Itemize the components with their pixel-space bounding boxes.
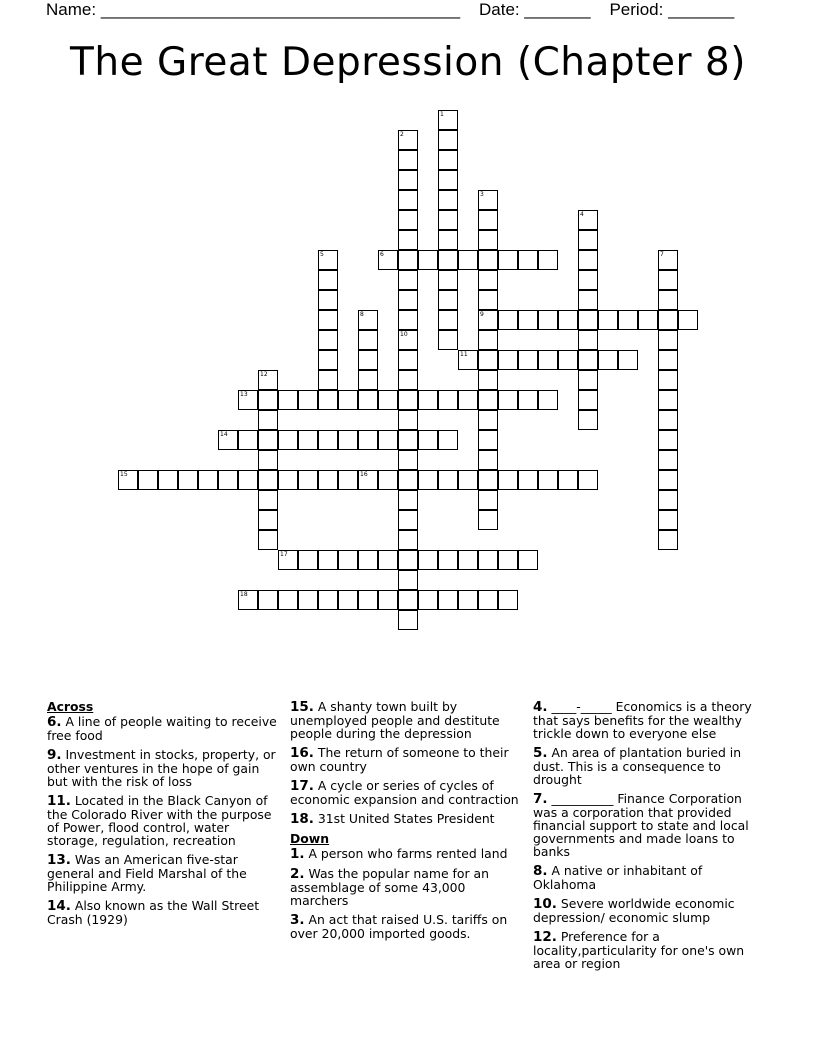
crossword-cell[interactable] xyxy=(498,590,518,610)
crossword-cell[interactable] xyxy=(658,530,678,550)
crossword-cell[interactable] xyxy=(338,390,358,410)
crossword-cell[interactable] xyxy=(478,330,498,350)
crossword-cell[interactable] xyxy=(238,470,258,490)
clue-text: A native or inhabitant of Oklahoma xyxy=(533,863,703,892)
crossword-cell[interactable] xyxy=(258,590,278,610)
crossword-cell[interactable] xyxy=(258,450,278,470)
crossword-cell[interactable] xyxy=(538,250,558,270)
clue-text: Investment in stocks, property, or other ventures in the hope of gain but with the risk of loss xyxy=(47,747,276,789)
crossword-cell[interactable] xyxy=(658,350,678,370)
crossword-cell[interactable] xyxy=(478,590,498,610)
clue-text: Was an American five-star general and Field Marshal of the Philippine Army. xyxy=(47,852,247,894)
crossword-cell[interactable] xyxy=(218,430,238,450)
crossword-cell[interactable] xyxy=(478,270,498,290)
crossword-cell[interactable] xyxy=(178,470,198,490)
crossword-cell[interactable] xyxy=(318,290,338,310)
clue-number: 18. xyxy=(290,811,314,827)
crossword-cell[interactable] xyxy=(478,310,498,330)
clue-item xyxy=(533,746,769,786)
crossword-cell[interactable] xyxy=(358,370,378,390)
crossword-cell[interactable] xyxy=(498,390,518,410)
clue-text: Severe worldwide economic depression/ economic slump xyxy=(533,896,735,925)
crossword-cell[interactable] xyxy=(418,250,438,270)
crossword-cell[interactable] xyxy=(218,470,238,490)
across-heading: Across xyxy=(47,699,94,714)
crossword-cell[interactable] xyxy=(618,350,638,370)
crossword-cell[interactable] xyxy=(538,350,558,370)
clue-text: Located in the Black Canyon of the Colorado River with the purpose of Power, flood control, water storage, regulation, recreation xyxy=(47,793,272,848)
crossword-cell[interactable] xyxy=(478,250,498,270)
clue-text: ____-_____ Economics is a theory that says benefits for the wealthy trickle down to everyone else xyxy=(533,699,752,741)
clue-item xyxy=(533,897,769,924)
clue-item xyxy=(290,867,522,907)
crossword-cell[interactable] xyxy=(578,390,598,410)
crossword-cell[interactable] xyxy=(318,470,338,490)
crossword-cell[interactable] xyxy=(538,310,558,330)
clue-text: 31st United States President xyxy=(317,811,495,826)
crossword-cell[interactable] xyxy=(358,310,378,330)
crossword-cell[interactable] xyxy=(338,550,358,570)
clue-number-label: 2 xyxy=(400,131,404,138)
down-heading: Down xyxy=(290,831,330,846)
crossword-cell[interactable] xyxy=(458,470,478,490)
clue-number: 13. xyxy=(47,852,71,868)
crossword-cell[interactable] xyxy=(478,370,498,390)
clue-number-label: 5 xyxy=(320,251,324,258)
crossword-cell[interactable] xyxy=(418,390,438,410)
crossword-cell[interactable] xyxy=(478,350,498,370)
crossword-cell[interactable] xyxy=(358,430,378,450)
crossword-cell[interactable] xyxy=(678,310,698,330)
crossword-cell[interactable] xyxy=(378,470,398,490)
clue-number: 10. xyxy=(533,896,557,912)
crossword-cell[interactable] xyxy=(418,430,438,450)
crossword-cell[interactable] xyxy=(398,150,418,170)
crossword-cell[interactable] xyxy=(498,250,518,270)
clue-item xyxy=(290,913,522,940)
crossword-cell[interactable] xyxy=(558,350,578,370)
crossword-cell[interactable] xyxy=(318,550,338,570)
crossword-cell[interactable] xyxy=(658,450,678,470)
crossword-cell[interactable] xyxy=(518,310,538,330)
crossword-cell[interactable] xyxy=(478,550,498,570)
crossword-cell[interactable] xyxy=(578,310,598,330)
clue-item xyxy=(47,899,277,926)
crossword-cell[interactable] xyxy=(418,590,438,610)
clue-number-label: 7 xyxy=(660,251,664,258)
clue-number: 6. xyxy=(47,714,62,730)
name-line[interactable]: ______________________________________ xyxy=(100,0,461,19)
crossword-cell[interactable] xyxy=(378,550,398,570)
crossword-cell[interactable] xyxy=(318,430,338,450)
crossword-cell[interactable] xyxy=(438,250,458,270)
crossword-cell[interactable] xyxy=(258,510,278,530)
crossword-cell[interactable] xyxy=(318,250,338,270)
crossword-cell[interactable] xyxy=(398,250,418,270)
clue-column-3 xyxy=(533,700,769,976)
clue-number-label: 10 xyxy=(400,331,408,338)
crossword-cell[interactable] xyxy=(438,470,458,490)
crossword-cell[interactable] xyxy=(558,470,578,490)
crossword-cell[interactable] xyxy=(398,530,418,550)
crossword-cell[interactable] xyxy=(438,390,458,410)
crossword-cell[interactable] xyxy=(458,550,478,570)
crossword-cell[interactable] xyxy=(478,450,498,470)
crossword-cell[interactable] xyxy=(298,470,318,490)
crossword-cell[interactable] xyxy=(578,350,598,370)
crossword-cell[interactable] xyxy=(398,450,418,470)
clue-number-label: 12 xyxy=(260,371,268,378)
clue-number: 3. xyxy=(290,912,305,928)
crossword-cell[interactable] xyxy=(398,410,418,430)
crossword-cell[interactable] xyxy=(318,370,338,390)
crossword-cell[interactable] xyxy=(658,310,678,330)
crossword-cell[interactable] xyxy=(518,350,538,370)
crossword-cell[interactable] xyxy=(538,470,558,490)
crossword-cell[interactable] xyxy=(598,350,618,370)
clue-item xyxy=(290,746,522,773)
clue-number-label: 11 xyxy=(460,351,468,358)
crossword-cell[interactable] xyxy=(478,210,498,230)
clue-number: 2. xyxy=(290,866,305,882)
crossword-cell[interactable] xyxy=(398,310,418,330)
crossword-cell[interactable] xyxy=(438,210,458,230)
crossword-cell[interactable] xyxy=(438,290,458,310)
crossword-cell[interactable] xyxy=(578,410,598,430)
crossword-cell[interactable] xyxy=(438,110,458,130)
crossword-cell[interactable] xyxy=(658,490,678,510)
crossword-cell[interactable] xyxy=(318,270,338,290)
crossword-cell[interactable] xyxy=(398,330,418,350)
crossword-cell[interactable] xyxy=(398,550,418,570)
clue-item xyxy=(533,700,769,740)
crossword-cell[interactable] xyxy=(258,370,278,390)
crossword-cell[interactable] xyxy=(558,310,578,330)
clue-number-label: 6 xyxy=(380,251,384,258)
crossword-cell[interactable] xyxy=(658,470,678,490)
period-label: Period: xyxy=(609,0,664,19)
crossword-cell[interactable] xyxy=(498,310,518,330)
crossword-cell[interactable] xyxy=(418,550,438,570)
crossword-cell[interactable] xyxy=(278,550,298,570)
crossword-cell[interactable] xyxy=(338,590,358,610)
crossword-cell[interactable] xyxy=(298,390,318,410)
crossword-cell[interactable] xyxy=(238,390,258,410)
crossword-cell[interactable] xyxy=(598,310,618,330)
crossword-cell[interactable] xyxy=(278,430,298,450)
clue-number-label: 1 xyxy=(440,111,444,118)
crossword-cell[interactable] xyxy=(318,590,338,610)
crossword-cell[interactable] xyxy=(498,350,518,370)
clue-item xyxy=(290,700,522,740)
clue-text: A cycle or series of cycles of economic expansion and contraction xyxy=(290,778,519,807)
crossword-cell[interactable] xyxy=(478,230,498,250)
clue-item xyxy=(533,864,769,891)
clue-text: A shanty town built by unemployed people and destitute people during the depression xyxy=(290,699,500,741)
clue-number-label: 9 xyxy=(480,311,484,318)
crossword-cell[interactable] xyxy=(438,430,458,450)
crossword-cell[interactable] xyxy=(658,290,678,310)
clue-column-1 xyxy=(47,700,277,932)
crossword-cell[interactable] xyxy=(378,590,398,610)
page-title: The Great Depression (Chapter 8) xyxy=(70,40,746,85)
clue-text: Preference for a locality,particularity for one's own area or region xyxy=(533,929,745,971)
crossword-cell[interactable] xyxy=(498,470,518,490)
crossword-cell[interactable] xyxy=(618,310,638,330)
crossword-cell[interactable] xyxy=(338,470,358,490)
clue-text: A line of people waiting to receive free food xyxy=(47,714,277,743)
crossword-cell[interactable] xyxy=(358,330,378,350)
crossword-cell[interactable] xyxy=(358,590,378,610)
name-label: Name: xyxy=(46,0,97,19)
clue-number: 12. xyxy=(533,929,557,945)
period-line[interactable]: _______ xyxy=(668,0,735,19)
crossword-cell[interactable] xyxy=(398,170,418,190)
crossword-cell[interactable] xyxy=(478,390,498,410)
crossword-cell[interactable] xyxy=(318,310,338,330)
clue-number-label: 4 xyxy=(580,211,584,218)
crossword-cell[interactable] xyxy=(478,190,498,210)
clue-item xyxy=(47,794,277,847)
crossword-cell[interactable] xyxy=(578,370,598,390)
clue-number-label: 14 xyxy=(220,431,228,438)
clue-number: 16. xyxy=(290,745,314,761)
crossword-cell[interactable] xyxy=(278,390,298,410)
crossword-cell[interactable] xyxy=(658,250,678,270)
crossword-cell[interactable] xyxy=(458,590,478,610)
crossword-cell[interactable] xyxy=(318,330,338,350)
crossword-cell[interactable] xyxy=(658,390,678,410)
crossword-cell[interactable] xyxy=(458,250,478,270)
crossword-cell[interactable] xyxy=(458,350,478,370)
crossword-cell[interactable] xyxy=(378,430,398,450)
crossword-cell[interactable] xyxy=(538,390,558,410)
crossword-cell[interactable] xyxy=(398,510,418,530)
crossword-cell[interactable] xyxy=(258,430,278,450)
crossword-cell[interactable] xyxy=(398,470,418,490)
clue-number: 9. xyxy=(47,747,62,763)
crossword-cell[interactable] xyxy=(438,330,458,350)
crossword-cell[interactable] xyxy=(518,390,538,410)
crossword-cell[interactable] xyxy=(338,430,358,450)
clue-item xyxy=(290,779,522,806)
clue-number-label: 15 xyxy=(120,471,128,478)
crossword-cell[interactable] xyxy=(298,550,318,570)
crossword-cell[interactable] xyxy=(578,250,598,270)
crossword-cell[interactable] xyxy=(358,350,378,370)
crossword-cell[interactable] xyxy=(658,510,678,530)
crossword-cell[interactable] xyxy=(398,270,418,290)
crossword-cell[interactable] xyxy=(478,430,498,450)
crossword-cell[interactable] xyxy=(258,410,278,430)
crossword-cell[interactable] xyxy=(258,390,278,410)
crossword-cell[interactable] xyxy=(398,190,418,210)
crossword-cell[interactable] xyxy=(398,610,418,630)
crossword-cell[interactable] xyxy=(398,390,418,410)
crossword-cell[interactable] xyxy=(258,530,278,550)
clue-item xyxy=(47,715,277,742)
crossword-cell[interactable] xyxy=(638,310,658,330)
clue-text: An act that raised U.S. tariffs on over 20,000 imported goods. xyxy=(290,912,508,941)
crossword-cell[interactable] xyxy=(278,590,298,610)
crossword-cell[interactable] xyxy=(398,350,418,370)
crossword-cell[interactable] xyxy=(258,490,278,510)
crossword-cell[interactable] xyxy=(518,470,538,490)
crossword-cell[interactable] xyxy=(658,270,678,290)
clue-number-label: 3 xyxy=(480,191,484,198)
crossword-cell[interactable] xyxy=(478,510,498,530)
crossword-cell[interactable] xyxy=(118,470,138,490)
crossword-cell[interactable] xyxy=(398,430,418,450)
clue-number-label: 8 xyxy=(360,311,364,318)
crossword-cell[interactable] xyxy=(378,250,398,270)
crossword-cell[interactable] xyxy=(358,470,378,490)
crossword-cell[interactable] xyxy=(318,350,338,370)
crossword-cell[interactable] xyxy=(658,430,678,450)
crossword-cell[interactable] xyxy=(658,330,678,350)
crossword-cell[interactable] xyxy=(398,570,418,590)
clue-number: 7. xyxy=(533,791,548,807)
clue-item xyxy=(533,930,769,970)
crossword-cell[interactable] xyxy=(438,170,458,190)
clue-number-label: 16 xyxy=(360,471,368,478)
clue-item xyxy=(290,847,522,861)
clue-text: An area of plantation buried in dust. This is a consequence to drought xyxy=(533,745,742,787)
clue-number: 14. xyxy=(47,898,71,914)
crossword-cell[interactable] xyxy=(298,590,318,610)
crossword-cell[interactable] xyxy=(438,270,458,290)
crossword-cell[interactable] xyxy=(438,190,458,210)
crossword-cell[interactable] xyxy=(258,470,278,490)
clue-column-2 xyxy=(290,700,522,946)
crossword-cell[interactable] xyxy=(658,410,678,430)
crossword-cell[interactable] xyxy=(518,550,538,570)
date-line[interactable]: _______ xyxy=(524,0,591,19)
crossword-cell[interactable] xyxy=(298,430,318,450)
crossword-cell[interactable] xyxy=(238,430,258,450)
clue-number: 11. xyxy=(47,793,71,809)
crossword-cell[interactable] xyxy=(438,590,458,610)
crossword-cell[interactable] xyxy=(358,390,378,410)
crossword-cell[interactable] xyxy=(378,390,398,410)
crossword-cell[interactable] xyxy=(398,210,418,230)
crossword-cell[interactable] xyxy=(398,230,418,250)
clue-number: 8. xyxy=(533,863,548,879)
crossword-cell[interactable] xyxy=(158,470,178,490)
crossword-cell[interactable] xyxy=(478,490,498,510)
clue-item xyxy=(47,853,277,893)
clue-item xyxy=(290,812,522,826)
crossword-cell[interactable] xyxy=(238,590,258,610)
crossword-cell[interactable] xyxy=(358,550,378,570)
crossword-cell[interactable] xyxy=(578,270,598,290)
crossword-cell[interactable] xyxy=(578,210,598,230)
crossword-cell[interactable] xyxy=(418,470,438,490)
crossword-cell[interactable] xyxy=(438,150,458,170)
clue-text: Also known as the Wall Street Crash (1929) xyxy=(47,898,260,927)
crossword-cell[interactable] xyxy=(478,410,498,430)
crossword-cell[interactable] xyxy=(318,390,338,410)
crossword-cell[interactable] xyxy=(658,370,678,390)
clue-number: 5. xyxy=(533,745,548,761)
crossword-cell[interactable] xyxy=(278,470,298,490)
crossword-cell[interactable] xyxy=(458,390,478,410)
date-label: Date: xyxy=(479,0,520,19)
crossword-cell[interactable] xyxy=(398,590,418,610)
crossword-cell[interactable] xyxy=(478,470,498,490)
crossword-cell[interactable] xyxy=(578,230,598,250)
clue-number: 1. xyxy=(290,846,305,862)
crossword-cell[interactable] xyxy=(398,370,418,390)
crossword-cell[interactable] xyxy=(398,130,418,150)
clue-number: 15. xyxy=(290,699,314,715)
clue-item xyxy=(533,792,769,858)
crossword-cell[interactable] xyxy=(398,490,418,510)
crossword-cell[interactable] xyxy=(498,550,518,570)
clue-number-label: 17 xyxy=(280,551,288,558)
crossword-cell[interactable] xyxy=(578,290,598,310)
crossword-cell[interactable] xyxy=(438,230,458,250)
crossword-cell[interactable] xyxy=(138,470,158,490)
clue-item xyxy=(47,748,277,788)
crossword-cell[interactable] xyxy=(438,130,458,150)
clue-text: Was the popular name for an assemblage of some 43,000 marchers xyxy=(290,866,489,908)
clue-number: 17. xyxy=(290,778,314,794)
crossword-cell[interactable] xyxy=(198,470,218,490)
crossword-cell[interactable] xyxy=(578,330,598,350)
clue-number: 4. xyxy=(533,699,548,715)
crossword-cell[interactable] xyxy=(478,290,498,310)
crossword-cell[interactable] xyxy=(438,310,458,330)
clue-number-label: 18 xyxy=(240,591,248,598)
clue-text: __________ Finance Corporation was a corporation that provided financial support to state and local governments and made loans to banks xyxy=(533,791,749,859)
clue-number-label: 13 xyxy=(240,391,248,398)
clue-text: A person who farms rented land xyxy=(308,846,508,861)
crossword-cell[interactable] xyxy=(438,550,458,570)
crossword-cell[interactable] xyxy=(578,470,598,490)
crossword-cell[interactable] xyxy=(518,250,538,270)
clue-text: The return of someone to their own country xyxy=(290,745,509,774)
crossword-cell[interactable] xyxy=(398,290,418,310)
